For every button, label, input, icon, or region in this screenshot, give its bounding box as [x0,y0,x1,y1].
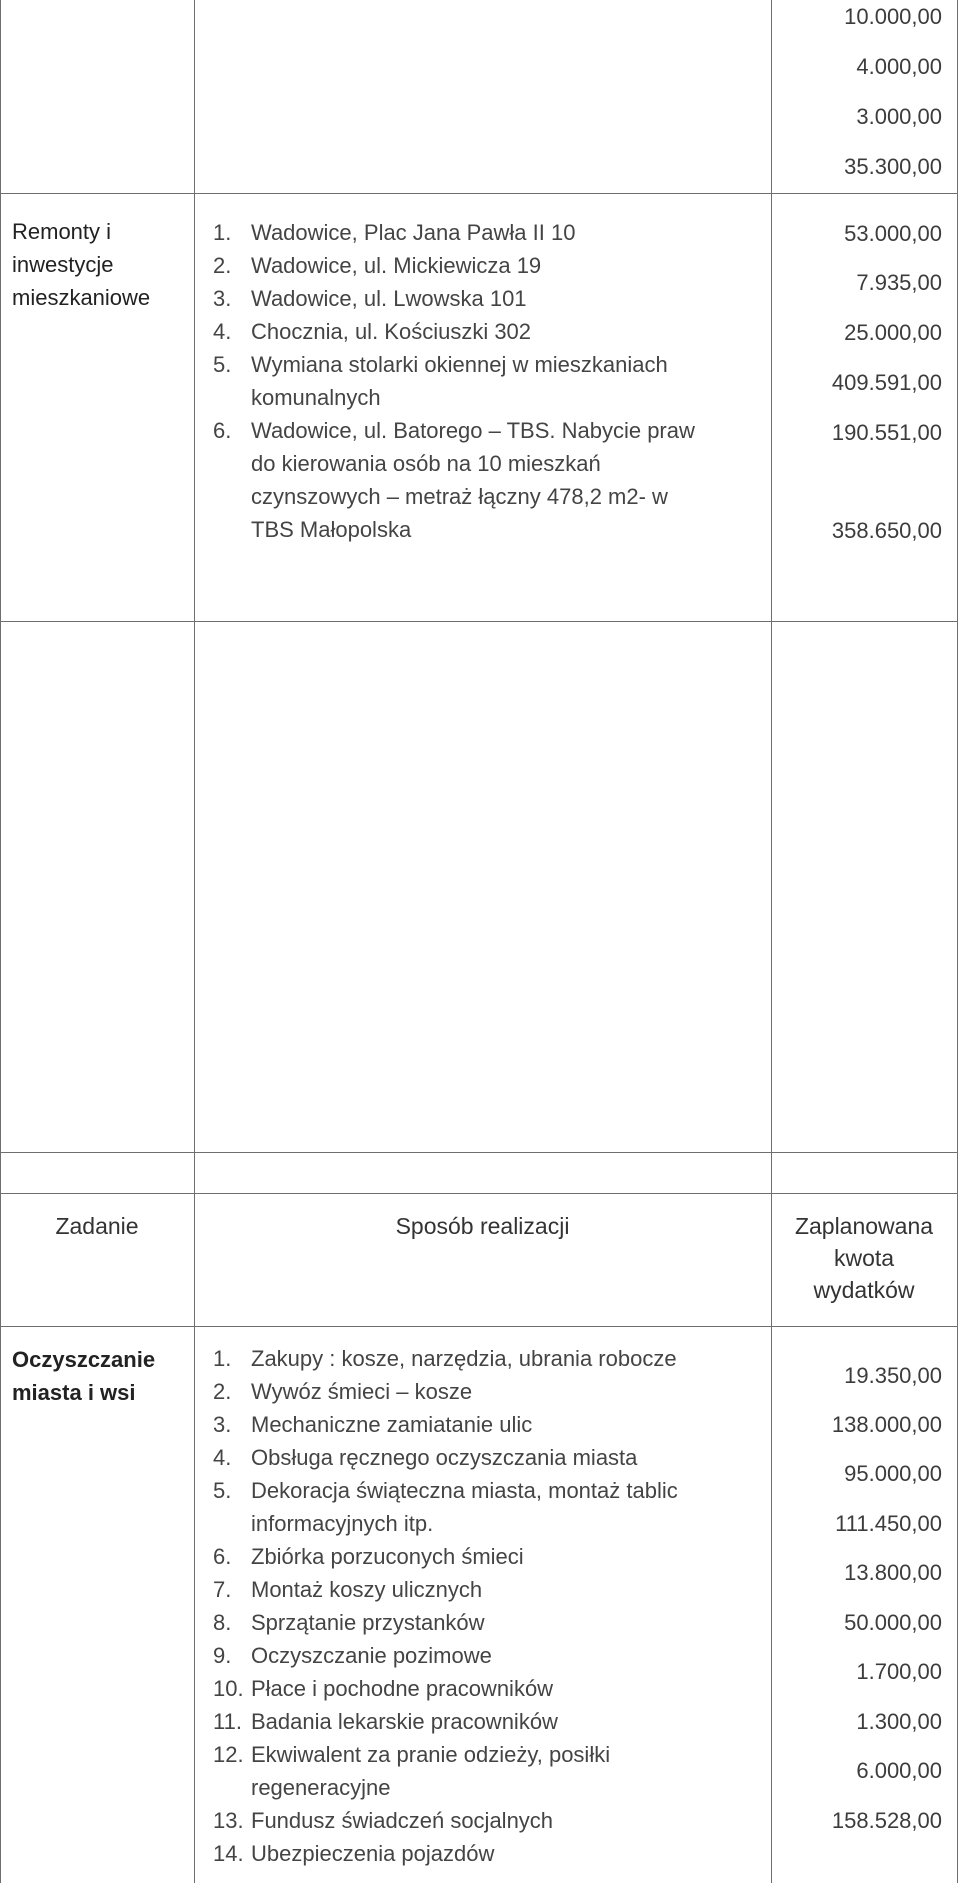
amount-cell: 95.000,00 [844,1461,942,1486]
amount-cell: 13.800,00 [844,1560,942,1585]
amount-cell: 53.000,00 [844,221,942,246]
header-sposob-realizacji: Sposób realizacji [395,1213,570,1239]
amount-cell: 7.935,00 [856,270,942,295]
header-zadanie: Zadanie [55,1213,139,1239]
row-divider-1 [0,193,958,194]
amount-cell: 10.000,00 [844,4,942,29]
amount-cell: 25.000,00 [844,320,942,345]
grid-line-right [957,0,958,1883]
amount-cell: 409.591,00 [831,370,942,395]
row-divider-5 [0,1326,958,1327]
grid-line-col1 [194,0,195,1883]
amount-cell: 358.650,00 [831,518,942,543]
amount-cell: 4.000,00 [856,54,942,79]
amount-cell: 19.350,00 [844,1363,942,1388]
grid-line-col2 [771,0,772,1883]
amount-cell: 1.300,00 [856,1709,942,1734]
amount-cell: 50.000,00 [844,1610,942,1635]
header-zaplanowana-kwota: Zaplanowana kwota wydatków [794,1213,934,1303]
amount-cell: 138.000,00 [831,1412,942,1437]
amount-cell: 1.700,00 [856,1659,942,1684]
amount-cell: 190.551,00 [831,420,942,445]
row-divider-2 [0,621,958,622]
category-label: Remonty i inwestycje mieszkaniowe [12,219,151,310]
amount-cell: 3.000,00 [856,104,942,129]
grid-line-left [0,0,1,1883]
row-divider-3 [0,1152,958,1153]
amount-cell: 35.300,00 [844,154,942,179]
amount-cell: 6.000,00 [856,1758,942,1783]
category-label: Oczyszczanie miasta i wsi [12,1347,156,1405]
amount-cell: 158.528,00 [831,1808,942,1833]
row-divider-4 [0,1193,958,1194]
amount-cell: 111.450,00 [835,1511,942,1536]
